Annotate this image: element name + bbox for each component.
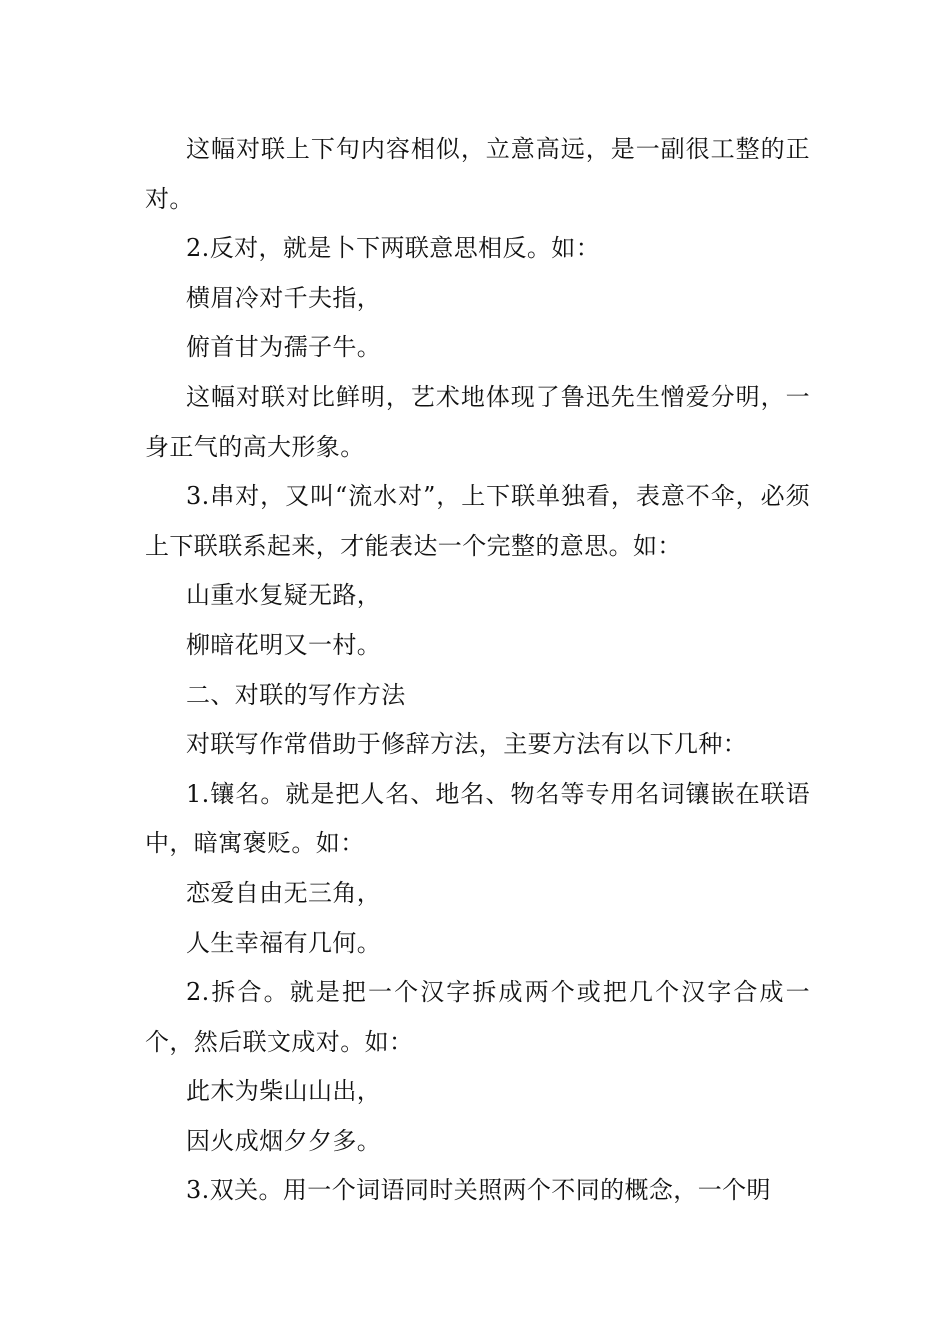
paragraph-method-chaihe: 2.拆合。就是把一个汉字拆成两个或把几个汉字合成一个，然后联文成对。如： bbox=[145, 978, 810, 1056]
paragraph-fandui-summary: 这幅对联对比鲜明，艺术地体现了鲁迅先生憎爱分明，一身正气的高大形象。 bbox=[145, 382, 810, 461]
couplet-line-upper: 此木为柴山山出， bbox=[186, 1077, 382, 1106]
paragraph-methods-intro: 对联写作常借助于修辞方法，主要方法有以下几种： bbox=[186, 730, 748, 759]
paragraph-fandui-heading: 2.反对，就是卜下两联意思相反。如： bbox=[186, 234, 601, 263]
couplet-line-upper: 恋爱自由无三角， bbox=[186, 878, 382, 907]
couplet-line-upper: 横眉冷对千夫指， bbox=[186, 283, 382, 312]
couplet-line-lower: 俯首甘为孺子牛。 bbox=[186, 333, 382, 362]
couplet-line-lower: 柳暗花明又一村。 bbox=[186, 630, 382, 659]
section-heading: 二、对联的写作方法 bbox=[186, 680, 406, 709]
couplet-line-upper: 山重水复疑无路， bbox=[186, 581, 382, 610]
document-body bbox=[145, 125, 810, 1216]
couplet-line-lower: 人生幸福有几何。 bbox=[186, 928, 382, 957]
couplet-line-lower: 因火成烟夕夕多。 bbox=[186, 1126, 382, 1155]
paragraph-zhengdui-summary: 这幅对联上下句内容相似，立意高远，是一副很工整的正对。 bbox=[145, 135, 810, 213]
paragraph-chuandui-heading: 3.串对，又叫“流水对”，上下联单独看，表意不伞，必须上下联联系起来，才能表达一个完整的意思。如： bbox=[145, 482, 810, 560]
paragraph-method-xiangming: 1.镶名。就是把人名、地名、物名等专用名词镶嵌在联语中，暗寓褒贬。如： bbox=[145, 779, 810, 858]
paragraph-method-shuangguan: 3.双关。用一个词语同时关照两个不同的概念，一个明 bbox=[186, 1176, 771, 1205]
